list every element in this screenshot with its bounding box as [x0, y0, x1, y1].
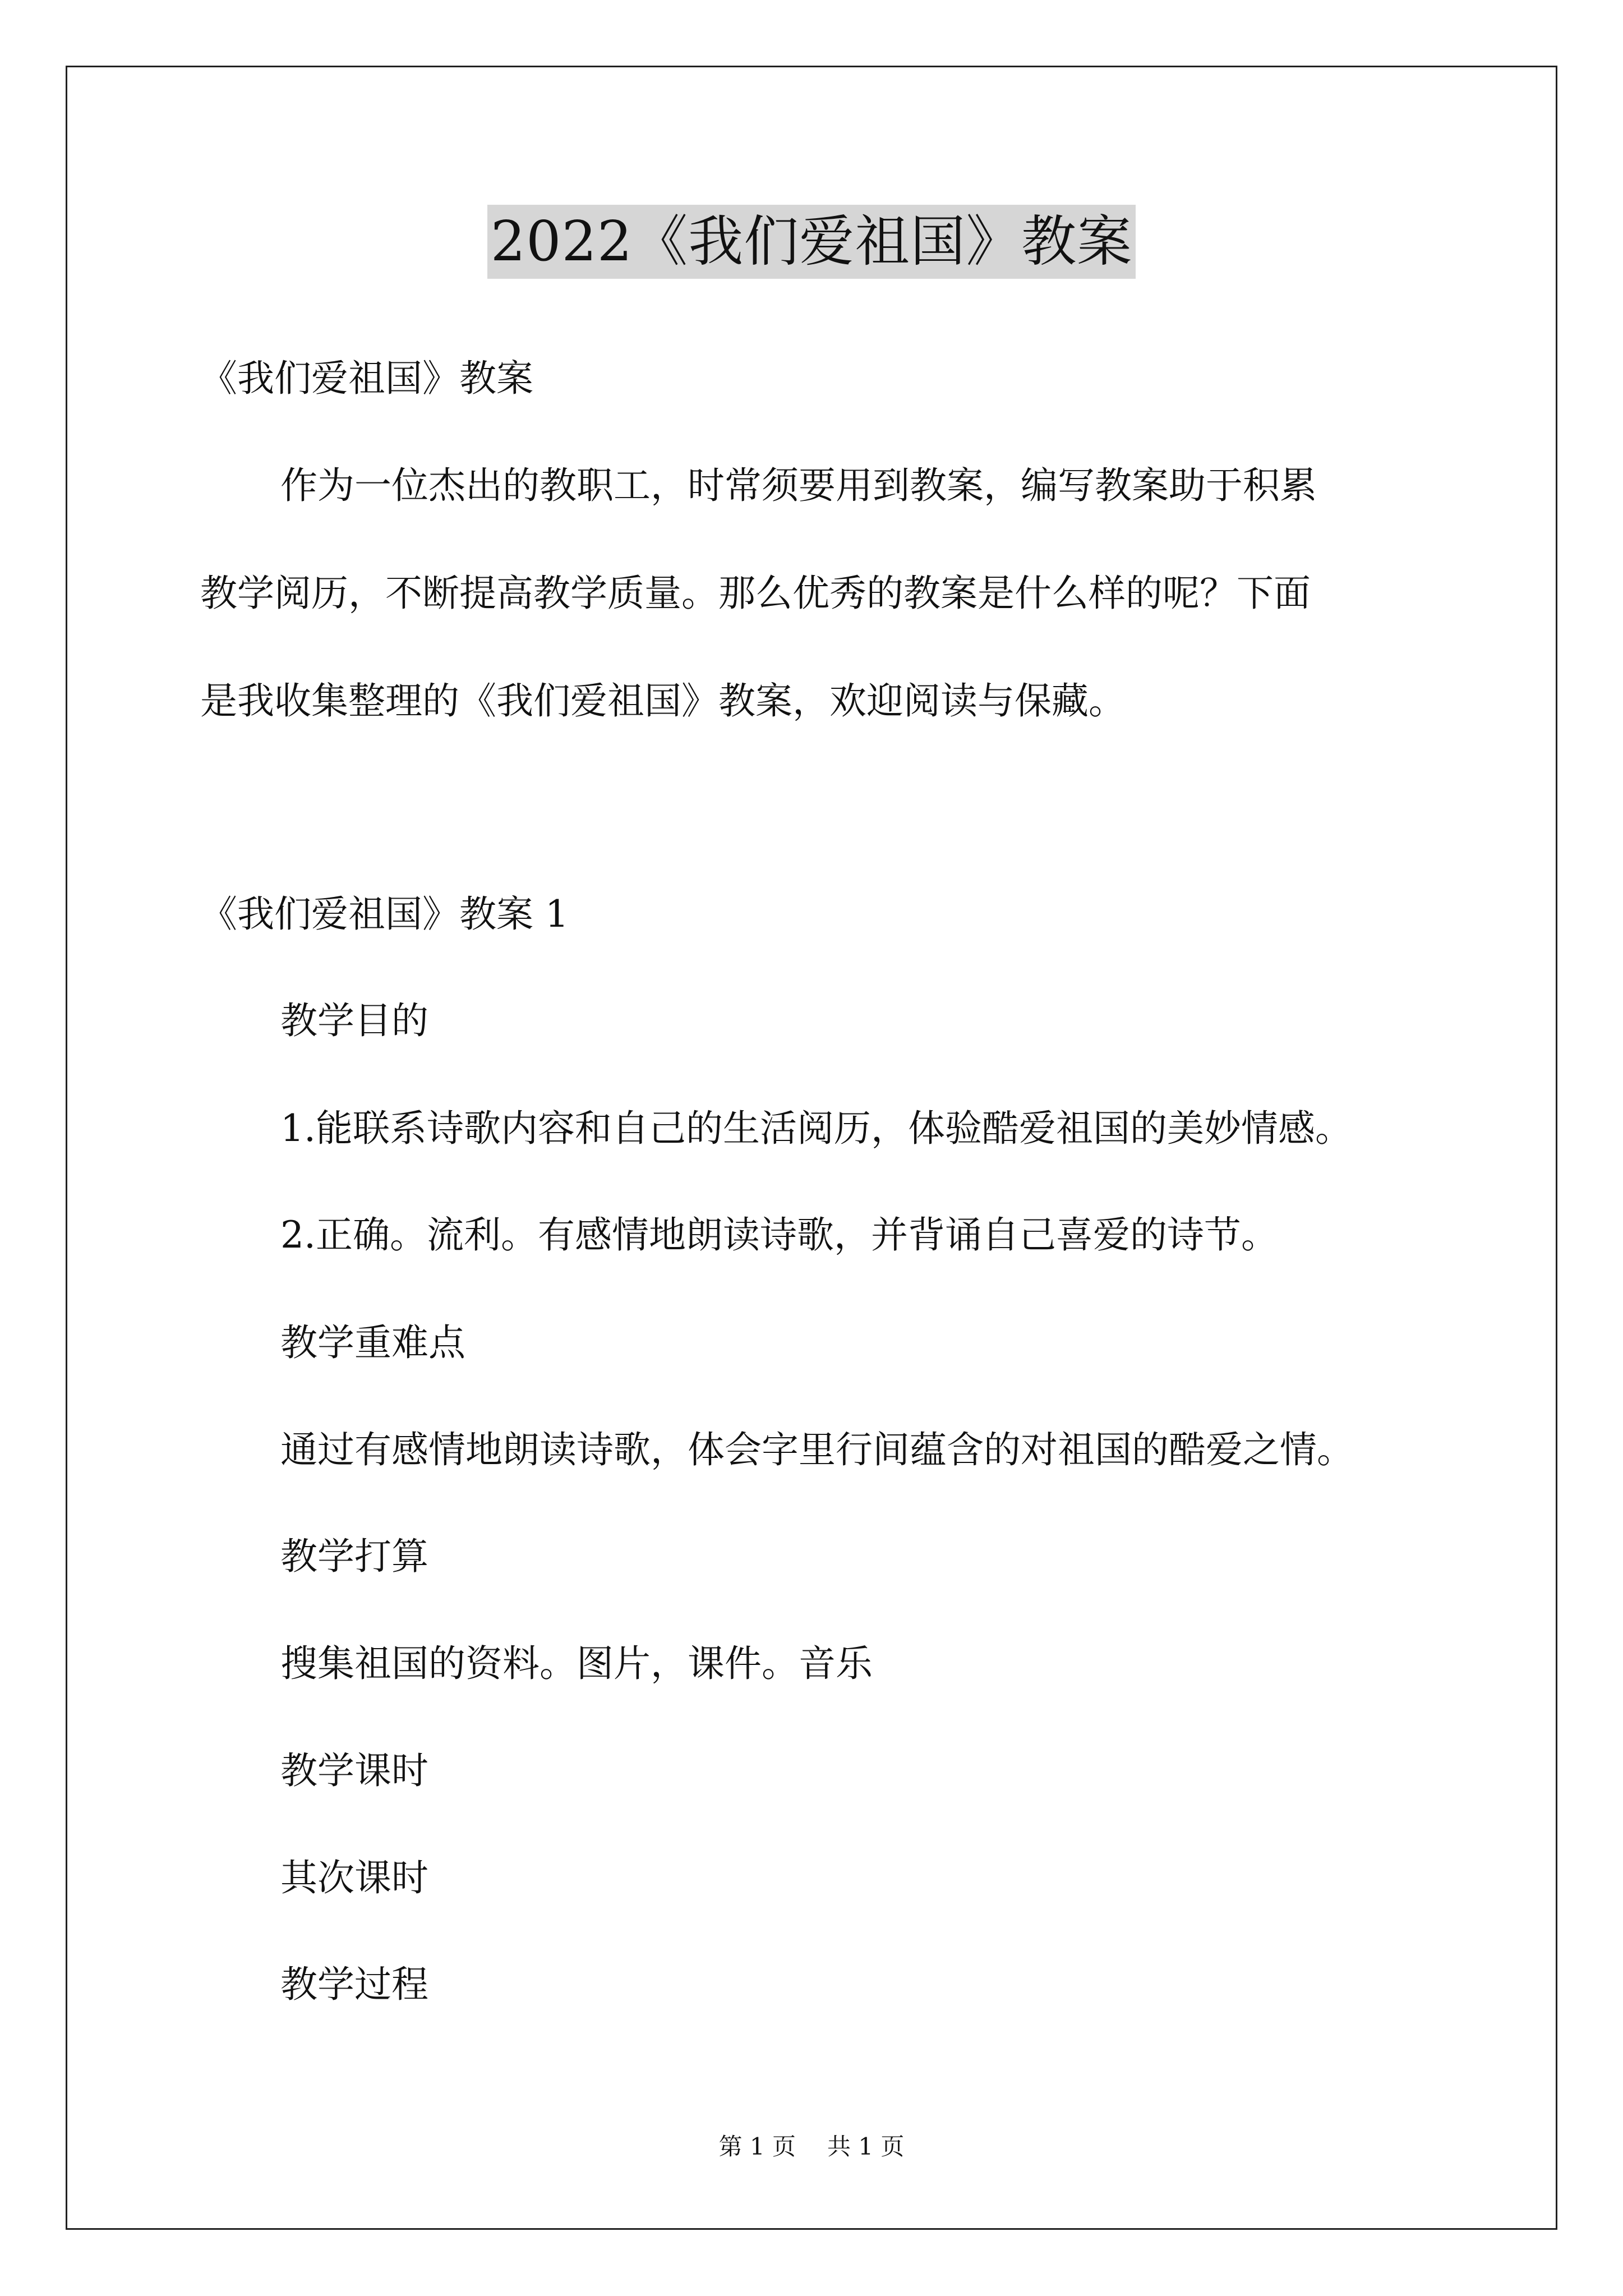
title-container [0, 205, 1623, 279]
document-title: 2022《我们爱祖国》教案 [487, 205, 1136, 279]
lesson-hours-text: 其次课时 [280, 1856, 428, 1899]
heading-key-points: 教学重难点 [280, 1321, 465, 1364]
heading-lesson-hours: 教学课时 [280, 1749, 428, 1792]
heading-teaching-goal: 教学目的 [280, 999, 428, 1042]
goal-item-2: 2.正确。流利。有感情地朗读诗歌，并背诵自己喜爱的诗节。 [280, 1213, 1278, 1257]
section-heading: 《我们爱祖国》教案 1 [200, 892, 569, 936]
page-number: 第 1 页 [718, 2133, 796, 2160]
intro-line-1: 作为一位杰出的教职工，时常须要用到教案，编写教案助于积累 [280, 464, 1317, 507]
page-total: 共 1 页 [827, 2133, 905, 2160]
key-points-text: 通过有感情地朗读诗歌，体会字里行间蕴含的对祖国的酷爱之情。 [280, 1428, 1354, 1471]
intro-line-3: 是我收集整理的《我们爱祖国》教案，欢迎阅读与保藏。 [200, 679, 1126, 723]
goal-item-1: 1.能联系诗歌内容和自己的生活阅历，体验酷爱祖国的美妙情感。 [280, 1107, 1352, 1150]
document-subtitle: 《我们爱祖国》教案 [200, 357, 533, 400]
heading-preparation: 教学打算 [280, 1535, 428, 1578]
heading-process: 教学过程 [280, 1963, 428, 2006]
intro-line-2: 教学阅历，不断提高教学质量。那么优秀的教案是什么样的呢？下面 [200, 572, 1311, 615]
preparation-text: 搜集祖国的资料。图片，课件。音乐 [280, 1642, 873, 1685]
page-footer [0, 2132, 1623, 2162]
